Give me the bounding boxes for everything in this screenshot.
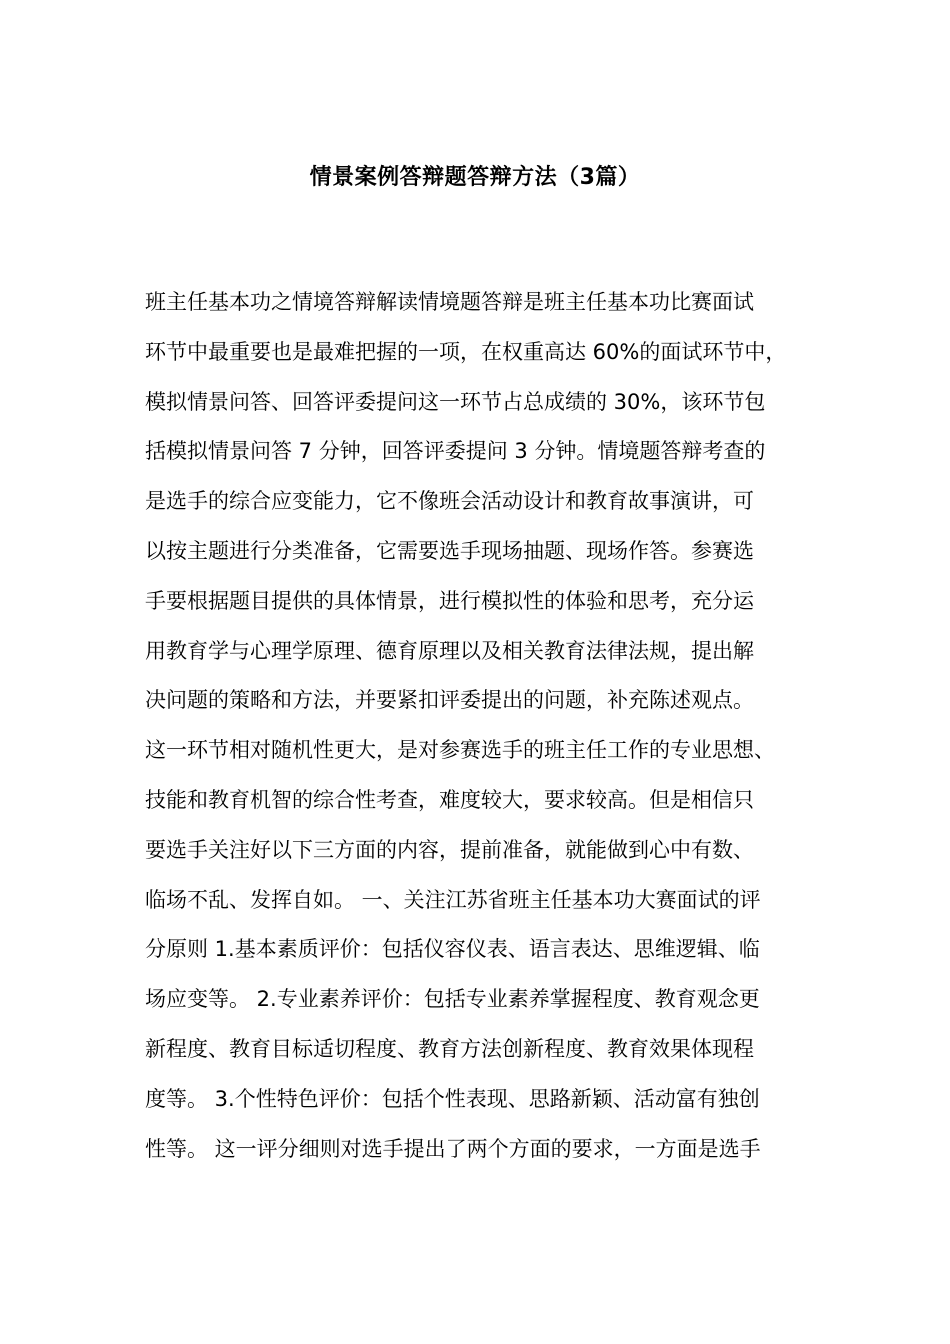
body-line: 以按主题进行分类准备，它需要选手现场抽题、现场作答。参赛选: [145, 538, 754, 563]
body-line: 这一环节相对随机性更大，是对参赛选手的班主任工作的专业思想、: [145, 738, 775, 763]
body-line: 场应变等。 2.专业素养评价：包括专业素养掌握程度、教育观念更: [145, 987, 760, 1012]
body-line: 括模拟情景问答 7 分钟，回答评委提问 3 分钟。情境题答辩考查的: [145, 439, 766, 464]
body-line: 技能和教育机智的综合性考查，难度较大，要求较高。但是相信只: [145, 787, 754, 812]
body-line: 手要根据题目提供的具体情景，进行模拟性的体验和思考，充分运: [145, 588, 754, 613]
body-line: 班主任基本功之情境答辩解读情境题答辩是班主任基本功比赛面试: [145, 290, 754, 314]
body-line: 临场不乱、发挥自如。 一、关注江苏省班主任基本功大赛面试的评: [145, 887, 761, 912]
body-line: 新程度、教育目标适切程度、教育方法创新程度、教育效果体现程: [145, 1036, 754, 1061]
body-line: 模拟情景问答、回答评委提问这一环节占总成绩的 30%，该环节包: [145, 389, 766, 414]
body-line: 决问题的策略和方法，并要紧扣评委提出的问题，补充陈述观点。: [145, 688, 754, 713]
body-line: 要选手关注好以下三方面的内容，提前准备，就能做到心中有数、: [145, 837, 754, 862]
body-line: 度等。 3.个性特色评价：包括个性表现、思路新颖、活动富有独创: [145, 1086, 760, 1111]
body-line: 性等。 这一评分细则对选手提出了两个方面的要求，一方面是选手: [145, 1136, 761, 1161]
body-line: 环节中最重要也是最难把握的一项，在权重高达 60%的面试环节中，: [145, 339, 787, 364]
body-line: 分原则 1.基本素质评价：包括仪容仪表、语言表达、思维逻辑、临: [145, 937, 760, 962]
document-body: [145, 285, 825, 1181]
body-line: 是选手的综合应变能力，它不像班会活动设计和教育故事演讲，可: [145, 489, 754, 514]
body-line: 用教育学与心理学原理、德育原理以及相关教育法律法规，提出解: [145, 638, 754, 663]
document-title: 情景案例答辩题答辩方法（3篇）: [309, 165, 641, 190]
